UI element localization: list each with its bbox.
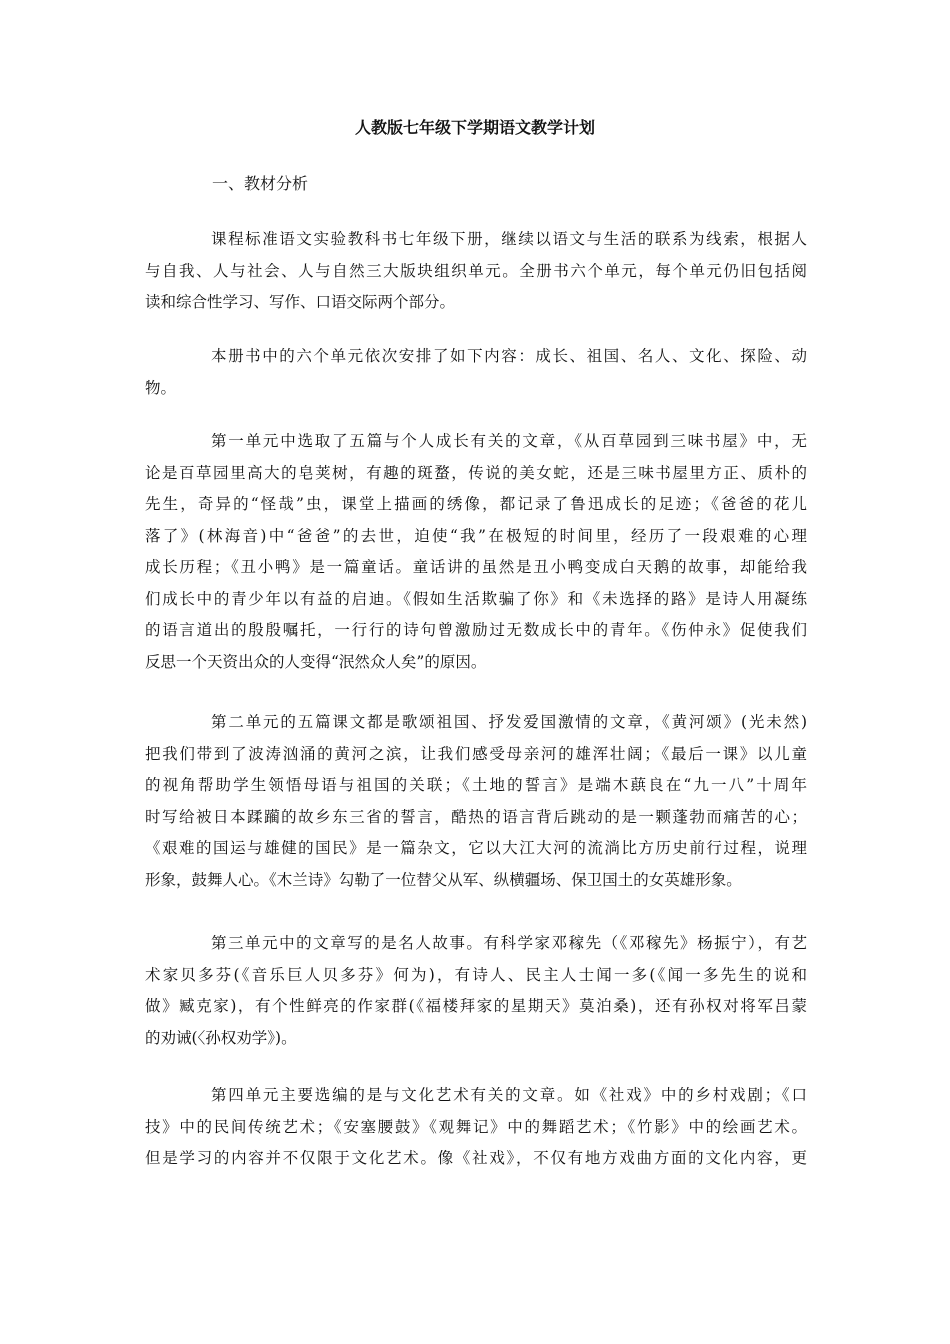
body-paragraph	[145, 928, 807, 1054]
paragraph-line: 们成长中的青少年以有益的启迪。《假如生活欺骗了你》和《未选择的路》是诗人用凝练	[145, 589, 807, 608]
paragraph-line: 成长历程；《丑小鸭》是一篇童话。童话讲的虽然是丑小鸭变成白天鹅的故事，却能给我	[145, 558, 807, 576]
paragraph-line: 时写给被日本蹂躏的故乡东三省的誓言，酷热的语言背后跳动的是一颗蓬勃而痛苦的心；	[145, 807, 807, 826]
paragraph-line: 做》臧克家)，有个性鲜亮的作家群(《福楼拜家的星期天》莫泊桑)，还有孙权对将军吕蒙	[145, 997, 807, 1015]
paragraph-line: 先生，奇异的“怪哉”虫，课堂上描画的绣像，都记录了鲁迅成长的足迹；《爸爸的花儿	[145, 495, 807, 513]
paragraph-line: 课程标准语文实验教科书七年级下册，继续以语文与生活的联系为线索，根据人	[211, 230, 807, 248]
paragraph-line: 第四单元主要选编的是与文化艺术有关的文章。如《社戏》中的乡村戏剧；《口	[211, 1086, 807, 1104]
section-heading: 一、教材分析	[212, 174, 309, 193]
paragraph-line: 第二单元的五篇课文都是歌颂祖国、抒发爱国激情的文章，《黄河颂》(光未然)	[211, 713, 807, 731]
paragraph-line: 论是百草园里高大的皂荚树，有趣的斑蝥，传说的美女蛇，还是三味书屋里方正、质朴的	[145, 463, 807, 482]
paragraph-line: 与自我、人与社会、人与自然三大版块组织单元。全册书六个单元，每个单元仍旧包括阅	[145, 261, 807, 280]
body-paragraph	[145, 1080, 807, 1175]
body-paragraph	[145, 707, 807, 896]
paragraph-line: 的语言道出的殷殷嘱托，一行行的诗句曾激励过无数成长中的青年。《伤仲永》促使我们	[145, 621, 807, 639]
paragraph-line: 《艰难的国运与雄健的国民》是一篇杂文，它以大江大河的流淌比方历史前行过程，说理	[145, 839, 807, 857]
paragraph-line: 的视角帮助学生领悟母语与祖国的关联；《土地的誓言》是端木蕻良在“九一八”十周年	[145, 776, 807, 794]
paragraph-line: 但是学习的内容并不仅限于文化艺术。像《社戏》，不仅有地方戏曲方面的文化内容，更	[145, 1149, 807, 1167]
paragraph-line: 把我们带到了波涛汹涌的黄河之滨，让我们感受母亲河的雄浑壮阔；《最后一课》以儿童	[145, 744, 807, 763]
body-paragraph	[145, 224, 807, 319]
body-paragraph	[145, 341, 807, 404]
paragraph-line: 本册书中的六个单元依次安排了如下内容：成长、祖国、名人、文化、探险、动	[211, 347, 807, 365]
paragraph-line: 落了》(林海音)中“爸爸”的去世，迫使“我”在极短的时间里，经历了一段艰难的心理	[145, 526, 807, 545]
paragraph-line: 物。	[145, 378, 177, 397]
paragraph-line: 第一单元中选取了五篇与个人成长有关的文章，《从百草园到三味书屋》中，无	[211, 432, 807, 450]
paragraph-line: 技》中的民间传统艺术；《安塞腰鼓》《观舞记》中的舞蹈艺术；《竹影》中的绘画艺术。	[145, 1117, 807, 1136]
paragraph-line: 读和综合性学习、写作、口语交际两个部分。	[145, 293, 456, 311]
paragraph-line: 形象，鼓舞人心。《木兰诗》勾勒了一位替父从军、纵横疆场、保卫国土的女英雄形象。	[145, 870, 742, 889]
paragraph-line: 的劝诫(〈孙权劝学》)。	[145, 1028, 297, 1047]
body-paragraph	[145, 426, 807, 678]
paragraph-line: 第三单元中的文章写的是名人故事。有科学家邓稼先（《邓稼先》杨振宁），有艺	[211, 934, 807, 952]
paragraph-line: 术家贝多芬(《音乐巨人贝多芬》何为)，有诗人、民主人士闻一多(《闻一多先生的说和	[145, 965, 807, 984]
paragraph-line: 反思一个天资出众的人变得“泯然众人矣”的原因。	[145, 652, 487, 671]
document-title: 人教版七年级下学期语文教学计划	[354, 118, 595, 137]
